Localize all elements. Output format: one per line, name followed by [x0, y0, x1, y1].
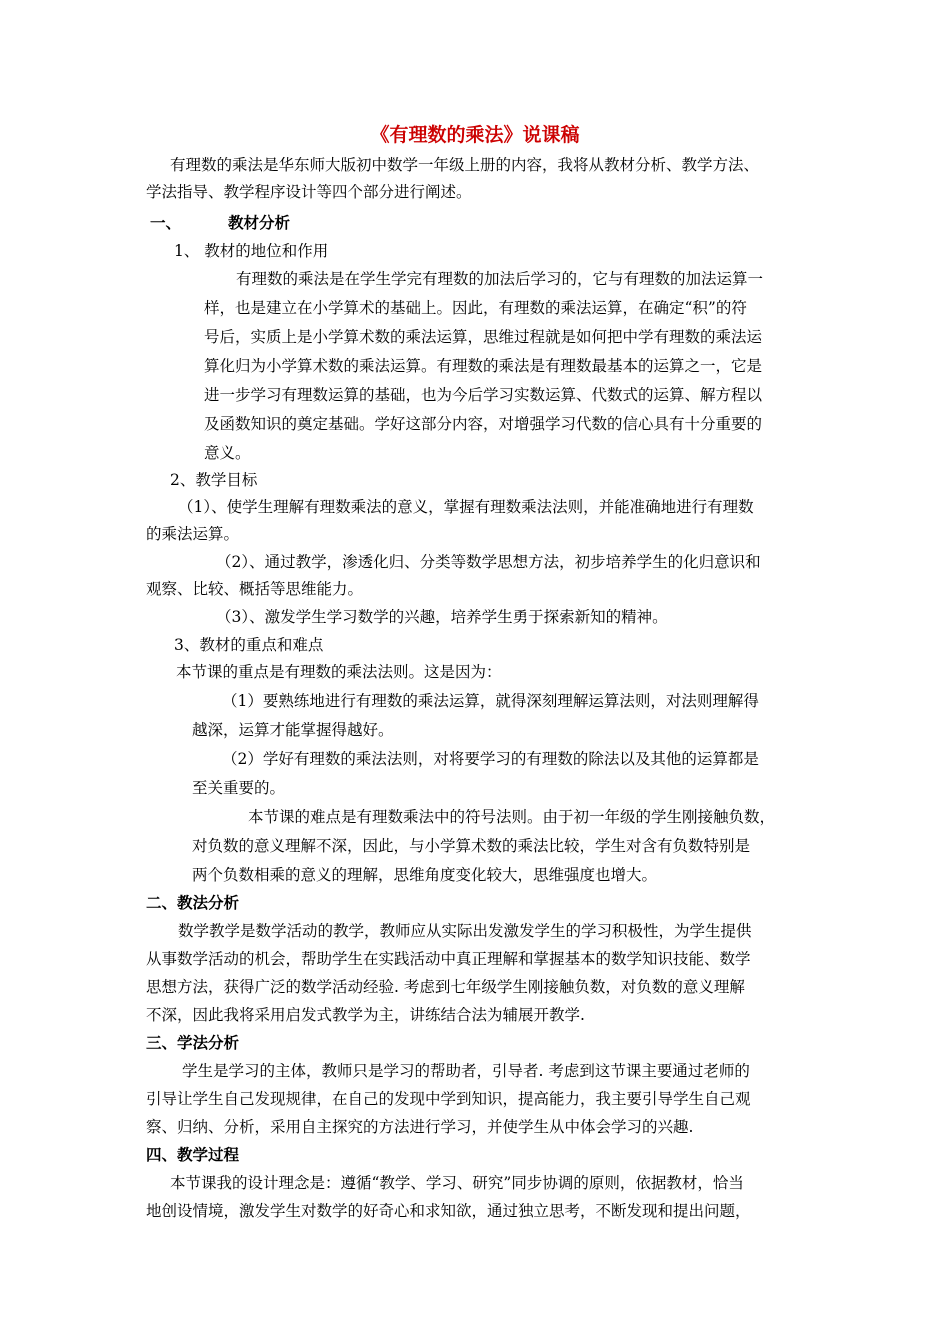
paragraph-line: 思想方法，获得广泛的数学活动经验. 考虑到七年级学生刚接触负数，对负数的意义理解 [146, 978, 745, 996]
paragraph-line: 号后，实质上是小学算术数的乘法运算，思维过程就是如何把中学有理数的乘法运 [204, 328, 763, 346]
paragraph-line: 不深，因此我将采用启发式教学为主，讲练结合法为辅展开教学. [146, 1006, 585, 1024]
paragraph-line: 地创设情境，激发学生对数学的好奇心和求知欲，通过独立思考，不断发现和提出问题， [146, 1202, 751, 1220]
paragraph-line: 有理数的乘法是在学生学完有理数的加法后学习的，它与有理数的加法运算一 [236, 270, 764, 288]
paragraph-line: 从事数学活动的机会，帮助学生在实践活动中真正理解和掌握基本的数学知识技能、数学 [146, 950, 751, 968]
paragraph-line: 进一步学习有理数运算的基础，也为今后学习实数运算、代数式的运算、解方程以 [204, 386, 763, 404]
page-title: 《有理数的乘法》说课稿 [370, 124, 580, 146]
intro-line: 学法指导、教学程序设计等四个部分进行阐述。 [146, 183, 472, 201]
paragraph-line: （2）学好有理数的乘法法则，对将要学习的有理数的除法以及其他的运算都是 [222, 750, 759, 768]
paragraph-line: 本节课的难点是有理数乘法中的符号法则。由于初一年级的学生刚接触负数， [248, 808, 776, 826]
subsection-heading: 3、教材的重点和难点 [174, 636, 324, 654]
objective-line: 的乘法运算。 [146, 525, 240, 543]
section1-heading-number: 一、 [150, 213, 182, 232]
section3-heading: 三、学法分析 [146, 1033, 240, 1052]
paragraph-line: 样，也是建立在小学算术的基础上。因此，有理数的乘法运算，在确定“积”的符 [204, 299, 747, 317]
paragraph-line: 引导让学生自己发现规律，在自己的发现中学到知识，提高能力，我主要引导学生自己观 [146, 1090, 751, 1108]
objective-line: （2）、通过教学，渗透化归、分类等数学思想方法，初步培养学生的化归意识和 [216, 553, 761, 571]
section4-heading: 四、教学过程 [146, 1145, 240, 1164]
paragraph-line: 学生是学习的主体，教师只是学习的帮助者，引导者. 考虑到这节课主要通过老师的 [182, 1062, 750, 1080]
paragraph-line: 至关重要的。 [192, 779, 286, 797]
paragraph-line: 及函数知识的奠定基础。学好这部分内容，对增强学习代数的信心具有十分重要的 [204, 415, 763, 433]
section2-heading: 二、教法分析 [146, 893, 240, 912]
paragraph-line: 本节课我的设计理念是：遵循“教学、学习、研究”同步协调的原则，依据教材，恰当 [170, 1174, 744, 1192]
paragraph-line: 两个负数相乘的意义的理解，思维角度变化较大，思维强度也增大。 [192, 866, 658, 884]
paragraph-line: 越深，运算才能掌握得越好。 [192, 721, 394, 739]
paragraph-line: 察、归纳、分析，采用自主探究的方法进行学习，并使学生从中体会学习的兴趣. [146, 1118, 694, 1136]
paragraph-line: 本节课的重点是有理数的乘法法则。这是因为： [176, 663, 502, 681]
objective-line: 观察、比较、概括等思维能力。 [146, 580, 364, 598]
subsection-heading: 2、教学目标 [170, 471, 258, 489]
paragraph-line: （1）要熟练地进行有理数的乘法运算，就得深刻理解运算法则，对法则理解得 [222, 692, 759, 710]
objective-line: （1）、使学生理解有理数乘法的意义，掌握有理数乘法法则，并能准确地进行有理数 [178, 498, 754, 516]
paragraph-line: 算化归为小学算术数的乘法运算。有理数的乘法是有理数最基本的运算之一，它是 [204, 357, 763, 375]
intro-line: 有理数的乘法是华东师大版初中数学一年级上册的内容，我将从教材分析、教学方法、 [170, 156, 760, 174]
section1-heading: 教材分析 [228, 213, 291, 232]
paragraph-line: 意义。 [204, 444, 251, 462]
subsection-heading: 1、 教材的地位和作用 [174, 242, 329, 260]
objective-line: （3）、激发学生学习数学的兴趣，培养学生勇于探索新知的精神。 [216, 608, 668, 626]
paragraph-line: 对负数的意义理解不深，因此，与小学算术数的乘法比较，学生对含有负数特别是 [192, 837, 751, 855]
paragraph-line: 数学教学是数学活动的教学，教师应从实际出发激发学生的学习积极性，为学生提供 [178, 922, 752, 940]
